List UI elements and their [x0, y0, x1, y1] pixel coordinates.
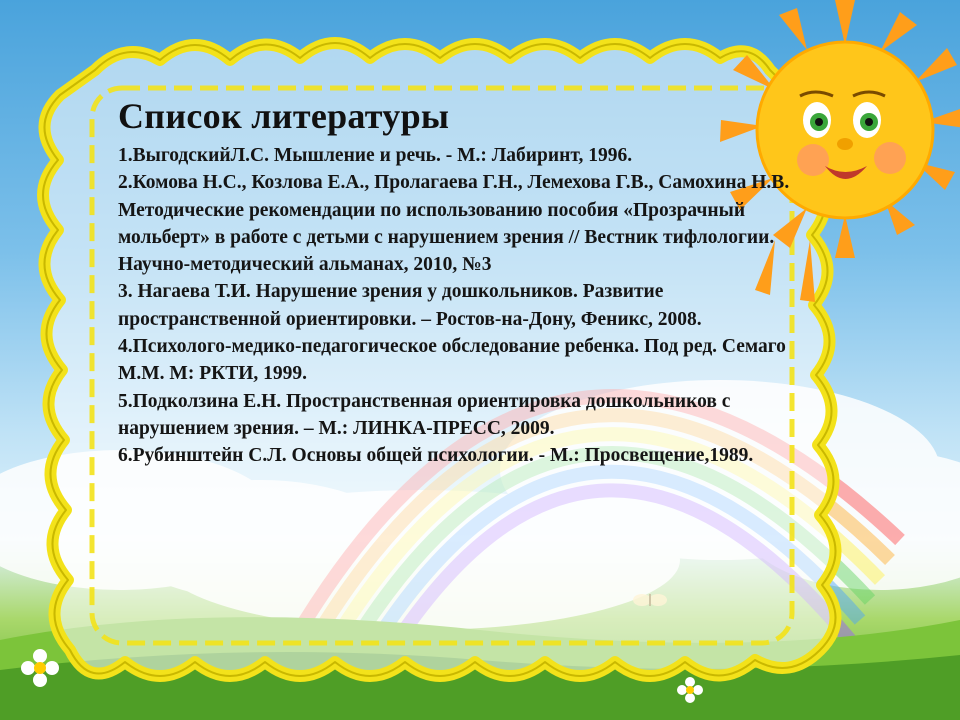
reference-list — [118, 142, 818, 470]
reference-item-3: 3. Нагаева Т.И. Нарушение зрения у дошкольников. Развитие пространственной ориентировки. – Ростов-на-Дону, Феникс, 2008. — [118, 281, 702, 330]
reference-item-1: 1.ВыгодскийЛ.С. Мышление и речь. - М.: Лабиринт, 1996. — [118, 145, 633, 166]
reference-item-6: 6.Рубинштейн С.Л. Основы общей психологии. - М.: Просвещение,1989. — [118, 445, 754, 467]
reference-item-4: 4.Психолого-медико-педагогическое обследование ребенка. Под ред. Семаго М.М. М: РКТИ, 1999. — [118, 336, 786, 385]
reference-item-2: 2.Комова Н.С., Козлова Е.А., Пролагаева Г.Н., Лемехова Г.В., Самохина Н.В. Методические рекомендации по использованию пособия «Прозрачный мольберт» в работе с детьми с нарушением зрения // Вестник тифлологии. Научно-методический альманах, 2010, №3 — [118, 172, 790, 276]
slide-title: Список литературы — [118, 96, 450, 136]
reference-item-5: 5.Подколзина Е.Н. Пространственная ориентировка дошкольников с нарушением зрения. – М.: ЛИНКА-ПРЕСС, 2009. — [118, 390, 731, 439]
text-panel — [118, 96, 818, 616]
